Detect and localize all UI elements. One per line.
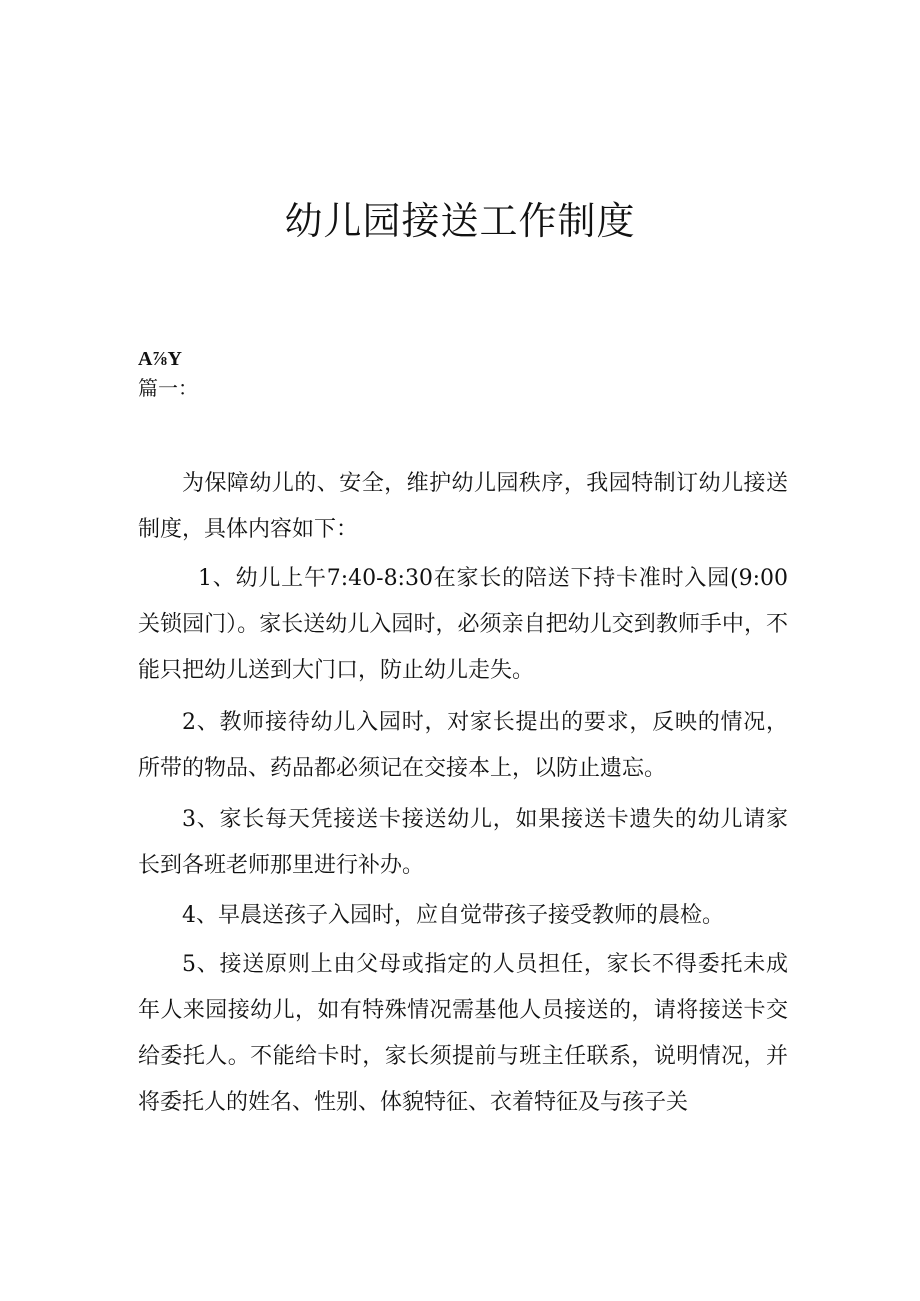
paragraph-4-block — [138, 893, 788, 939]
document-title: 幼儿园接送工作制度 — [284, 199, 636, 243]
paragraph-2: 2、教师接待幼儿入园时，对家长提出的要求，反映的情况，所带的物品、药品都必须记在交接本上，以防止遗忘。 — [138, 710, 788, 781]
paragraph-4: 4、早晨送孩子入园时，应自觉带孩子接受教师的晨检。 — [182, 903, 724, 928]
paragraph-3: 3、家长每天凭接送卡接送幼儿，如果接送卡遗失的幼儿请家长到各班老师那里进行补办。 — [138, 807, 788, 878]
paragraph-5: 5、接送原则上由父母或指定的人员担任，家长不得委托未成年人来园接幼儿，如有特殊情况需基他人员接送的，请将接送卡交给委托人。不能给卡时，家长须提前与班主任联系，说明情况，并将委托人的姓名、性别、体貌特征、衣着特征及与孩子关 — [138, 952, 788, 1115]
section-label: 篇一： — [138, 376, 198, 400]
garbled-mark: A⅞Y — [138, 348, 182, 370]
paragraph-intro-block — [138, 461, 788, 553]
paragraph-3-block — [138, 797, 788, 889]
paragraph-2-block — [138, 700, 788, 792]
paragraph-intro: 为保障幼儿的、安全，维护幼儿园秩序，我园特制订幼儿接送制度，具体内容如下： — [138, 471, 788, 542]
paragraph-1-block — [138, 556, 788, 694]
paragraph-5-block — [138, 942, 788, 1126]
paragraph-1: 1、幼儿上午7:40-8:30在家长的陪送下持卡准时入园(9:00关锁园门）。家长送幼儿入园时，必须亲自把幼儿交到教师手中，不能只把幼儿送到大门口，防止幼儿走失。 — [138, 566, 788, 683]
